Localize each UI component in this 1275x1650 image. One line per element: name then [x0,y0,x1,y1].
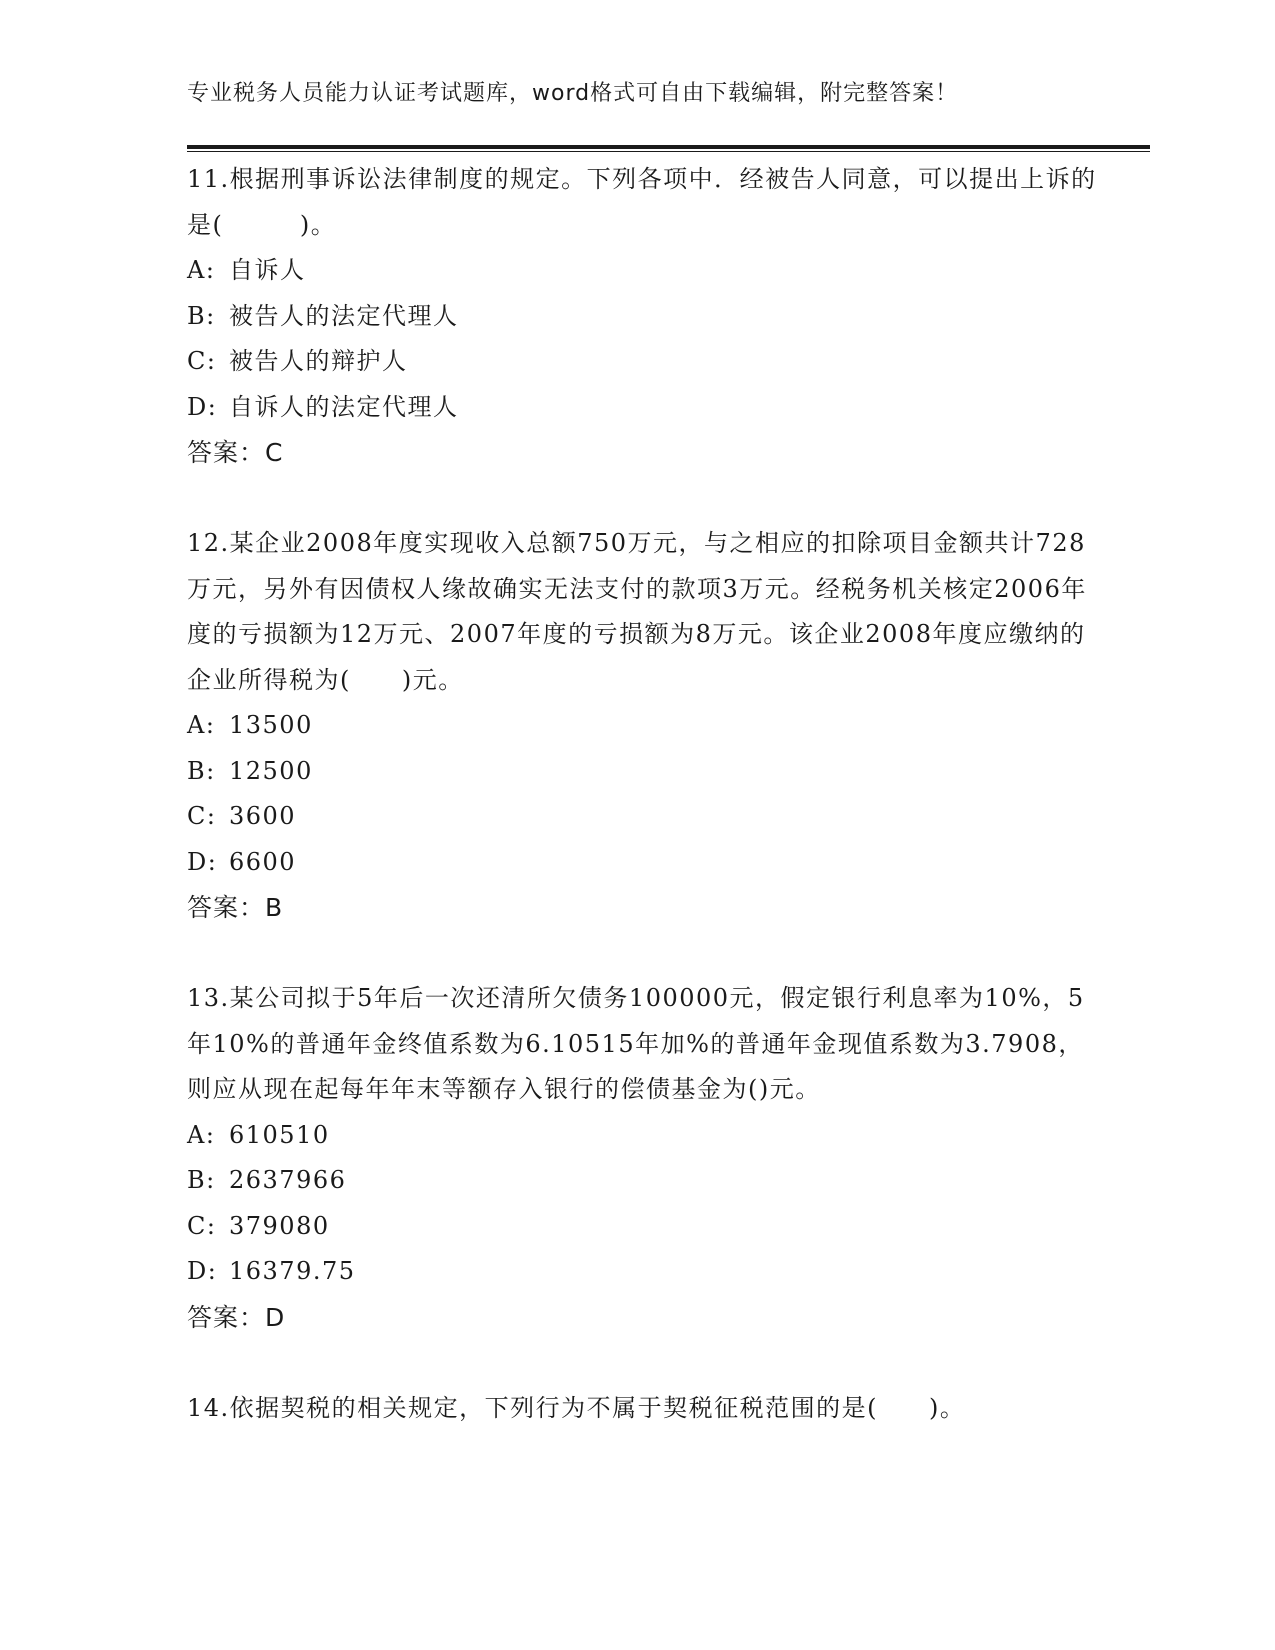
option-d [187,1249,1107,1295]
option-key: B: [187,756,216,785]
option-a [187,1113,1107,1159]
option-key: A: [187,1120,216,1149]
option-key: C: [187,1211,217,1240]
option-text: 13500 [229,711,313,739]
option-text: 610510 [229,1120,330,1149]
option-key: B: [187,1166,216,1194]
option-a [187,703,1107,749]
spacer [187,931,1107,977]
option-b [187,294,1107,340]
option-text: 3600 [229,802,297,830]
option-c [187,794,1107,840]
question-stem: 14.依据契税的相关规定，下列行为不属于契税征税范围的是( )。 [187,1393,966,1422]
question-14 [187,1386,1107,1432]
option-text: 2637966 [229,1166,347,1194]
option-key: D: [187,847,218,876]
option-c [187,339,1107,385]
option-key: A: [187,711,216,739]
option-key: D: [187,1257,218,1285]
question-11 [187,157,1107,476]
question-stem: 12.某企业2008年度实现收入总额750万元，与之相应的扣除项目金额共计728万元，另外有因债权人缘故确实无法支付的款项3万元。经税务机关核定2006年度的亏损额为12万元、2007年度的亏损额为8万元。该企业2008年度应缴纳的企业所得税为( )元。 [187,529,1087,694]
spacer [187,476,1107,522]
option-key: B: [187,301,216,330]
option-c [187,1204,1107,1250]
option-key: D: [187,392,218,421]
option-b [187,1158,1107,1204]
option-text: 被告人的法定代理人 [229,301,459,330]
option-text: 被告人的辩护人 [229,347,408,375]
option-text: 379080 [229,1211,330,1240]
option-text: 16379.75 [229,1257,356,1285]
question-list [187,157,1107,1431]
option-key: C: [187,802,217,830]
option-d [187,840,1107,886]
header-rule-thin [187,151,1150,152]
answer: 答案：C [187,438,284,467]
option-text: 自诉人 [229,256,306,284]
question-stem: 13.某公司拟于5年后一次还清所欠债务100000元，假定银行利息率为10%，5年10%的普通年金终值系数为6.10515年加%的普通年金现值系数为3.7908，则应从现在起每年年末等额存入银行的偿债基金为()元。 [187,984,1085,1103]
option-text: 12500 [229,756,313,785]
spacer [187,1340,1107,1386]
question-13 [187,976,1107,1340]
option-d [187,385,1107,431]
option-text: 6600 [229,847,297,876]
answer: 答案：B [187,893,284,922]
option-key: C: [187,347,217,375]
option-b [187,749,1107,795]
option-key: A: [187,256,216,284]
question-stem: 11.根据刑事诉讼法律制度的规定。下列各项中．经被告人同意，可以提出上诉的是( )。 [187,165,1097,239]
answer: 答案：D [187,1302,286,1332]
option-a [187,248,1107,294]
header-rule-thick [187,145,1150,149]
page-header: 专业税务人员能力认证考试题库，word格式可自由下载编辑，附完整答案！ [187,81,959,106]
option-text: 自诉人的法定代理人 [229,392,459,421]
question-12 [187,521,1107,931]
